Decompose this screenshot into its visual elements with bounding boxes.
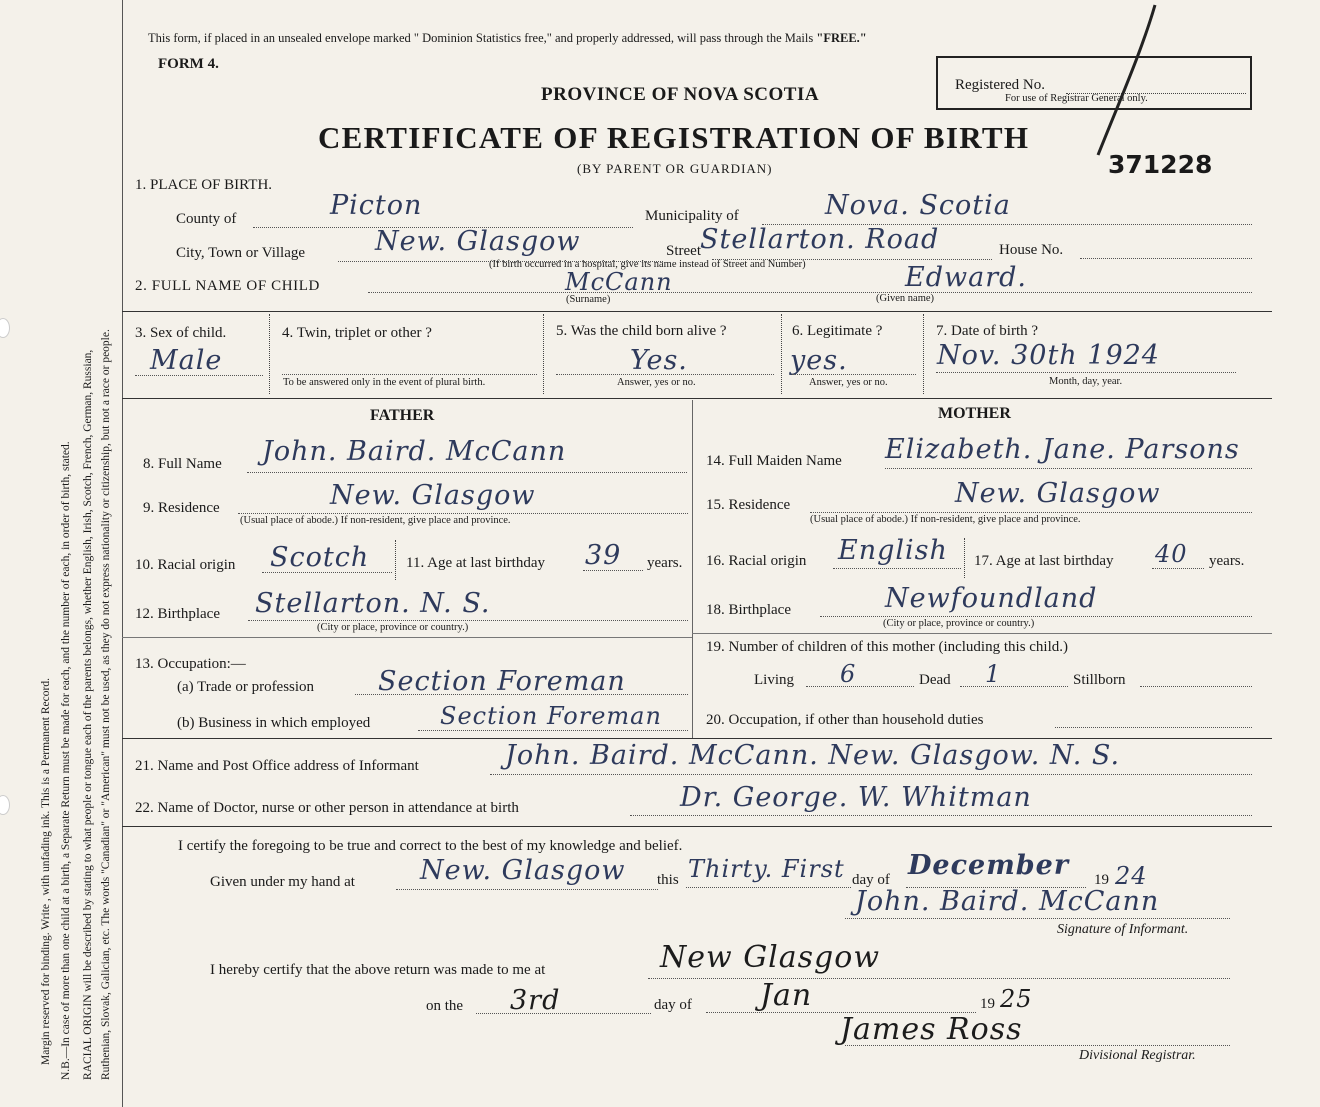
father-name-label: 8. Full Name	[143, 456, 222, 472]
stillborn-label: Stillborn	[1073, 672, 1126, 688]
binding-hole	[0, 795, 10, 815]
registrar-signature: James Ross	[840, 1012, 1023, 1047]
mother-age-label: 17. Age at last birthday	[974, 553, 1114, 569]
father-name-value: John. Baird. McCann	[262, 436, 567, 467]
year-suffix: 24	[1115, 862, 1148, 890]
mother-children-label: 19. Number of children of this mother (including this child.)	[706, 639, 1069, 655]
sex-label: 3. Sex of child.	[135, 325, 227, 341]
mother-racial-value: English	[838, 535, 948, 566]
father-business-value: Section Foreman	[440, 702, 662, 730]
father-trade-value: Section Foreman	[378, 666, 626, 697]
day-of-label: day of	[852, 872, 890, 888]
given-under-label: Given under my hand at	[210, 874, 355, 890]
informant-signature: John. Baird. McCann	[855, 886, 1160, 917]
mother-name-value: Elizabeth. Jane. Parsons	[885, 434, 1240, 465]
mother-birthplace-label: 18. Birthplace	[706, 602, 791, 618]
mother-residence-value: New. Glasgow	[955, 478, 1161, 509]
father-age-label: 11. Age at last birthday	[406, 555, 545, 571]
father-trade-label: (a) Trade or profession	[177, 679, 315, 695]
municipality-label: Municipality of	[645, 208, 739, 224]
surname-caption: (Surname)	[566, 294, 611, 305]
dead-label: Dead	[919, 672, 951, 688]
hospital-note: (If birth occurred in a hospital, give its name instead of Street and Number)	[489, 259, 806, 270]
mother-heading: MOTHER	[938, 405, 1011, 422]
mother-birthplace-note: (City or place, province or country.)	[883, 618, 1035, 629]
legitimate-label: 6. Legitimate ?	[792, 323, 883, 339]
mail-notice	[148, 31, 867, 46]
month-value: December	[908, 850, 1070, 881]
father-birthplace-label: 12. Birthplace	[135, 606, 220, 622]
county-value: Picton	[330, 190, 423, 221]
mother-birthplace-value: Newfoundland	[885, 583, 1098, 614]
mail-notice-free: "FREE."	[816, 31, 867, 45]
county-label: County of	[176, 211, 237, 227]
registrar-place-value: New Glasgow	[660, 940, 881, 975]
city-value: New. Glasgow	[375, 226, 581, 257]
street-value: Stellarton. Road	[700, 224, 940, 255]
dob-note: Month, day, year.	[1049, 376, 1123, 387]
mother-age-value: 40	[1155, 540, 1188, 568]
registrar-year-prefix: 19	[980, 996, 995, 1012]
father-heading: FATHER	[370, 407, 435, 424]
registrar-day-of-label: day of	[654, 997, 692, 1013]
this-label: this	[657, 872, 679, 888]
registrar-caption: Divisional Registrar.	[1079, 1048, 1196, 1063]
form-number: FORM 4.	[158, 56, 219, 72]
registered-no-label: Registered No.	[955, 77, 1045, 93]
registrar-year-suffix: 25	[1000, 985, 1033, 1013]
registrar-statement: I hereby certify that the above return was made to me at	[210, 962, 546, 978]
father-birthplace-value: Stellarton. N. S.	[255, 588, 491, 619]
twin-label: 4. Twin, triplet or other ?	[282, 325, 432, 341]
binding-hole	[0, 318, 10, 338]
place-of-birth-label: 1. PLACE OF BIRTH.	[135, 177, 273, 193]
mother-residence-label: 15. Residence	[706, 497, 791, 513]
dead-value: 1	[985, 660, 1002, 688]
father-racial-value: Scotch	[270, 542, 370, 573]
legitimate-value: yes.	[790, 345, 848, 376]
mother-age-unit: years.	[1209, 553, 1245, 569]
living-label: Living	[754, 672, 794, 688]
street-label: Street	[666, 243, 701, 259]
twin-note: To be answered only in the event of plural birth.	[283, 377, 486, 388]
dob-value: Nov. 30th 1924	[937, 340, 1160, 371]
father-age-value: 39	[585, 540, 622, 571]
mother-racial-label: 16. Racial origin	[706, 553, 807, 569]
registrar-check-mark	[1060, 0, 1170, 160]
father-age-unit: years.	[647, 555, 683, 571]
alive-label: 5. Was the child born alive ?	[556, 323, 727, 339]
sex-value: Male	[150, 345, 223, 376]
given-place-value: New. Glasgow	[420, 855, 626, 886]
doctor-value: Dr. George. W. Whitman	[680, 782, 1032, 813]
alive-note: Answer, yes or no.	[617, 377, 696, 388]
city-label: City, Town or Village	[176, 245, 306, 261]
father-birthplace-note: (City or place, province or country.)	[317, 622, 469, 633]
informant-label: 21. Name and Post Office address of Informant	[135, 758, 419, 774]
parents-divider	[692, 400, 693, 738]
registered-no-note: For use of Registrar General only.	[1005, 93, 1148, 104]
legitimate-note: Answer, yes or no.	[809, 377, 888, 388]
father-residence-value: New. Glasgow	[330, 480, 536, 511]
registrar-month-value: Jan	[760, 978, 813, 1013]
child-name-label: 2. FULL NAME OF CHILD	[135, 278, 320, 294]
surname-value: McCann	[565, 268, 673, 296]
informant-signature-caption: Signature of Informant.	[1057, 922, 1189, 937]
mother-residence-note: (Usual place of abode.) If non-resident, give place and province.	[810, 514, 1081, 525]
margin-note-nb: N.B.—In case of more than one child at a birth, a Separate Return must be made for each, and the number of each, in order of birth, stated.	[60, 441, 72, 1080]
day-value: Thirty. First	[688, 855, 845, 883]
mail-notice-text: This form, if placed in an unsealed envelope marked " Dominion Statistics free," and properly addressed, will pass through the Mails	[148, 31, 814, 45]
row-divider-parents	[122, 398, 1272, 399]
alive-value: Yes.	[630, 345, 688, 376]
year-prefix: 19	[1094, 872, 1109, 888]
row-divider-top	[122, 311, 1272, 312]
given-name-value: Edward.	[905, 262, 1027, 293]
margin-border	[122, 0, 123, 1107]
doctor-label: 22. Name of Doctor, nurse or other person in attendance at birth	[135, 800, 519, 816]
certification-statement: I certify the foregoing to be true and correct to the best of my knowledge and belief.	[178, 838, 683, 854]
father-residence-label: 9. Residence	[143, 500, 220, 516]
margin-note-racial-cont: Ruthenian, Slovak, Galician, etc. The words "Canadian" or "American" must not be used, as they do not express nationality or citizenship, but not a race or people.	[100, 329, 112, 1080]
province-title: PROVINCE OF NOVA SCOTIA	[541, 84, 820, 105]
mother-name-label: 14. Full Maiden Name	[706, 453, 842, 469]
margin-note-racial: RACIAL ORIGIN will be described by stating to what people or tongue each of the parents belongs, whether English, Irish, Scotch, French, German, Russian,	[82, 349, 94, 1080]
registrar-day-value: 3rd	[510, 985, 561, 1016]
father-racial-label: 10. Racial origin	[135, 557, 236, 573]
father-occupation-label: 13. Occupation:—	[135, 656, 246, 672]
margin-note-binding: Margin reserved for binding. Write , with unfading ink. This is a Permanent Record.	[40, 678, 52, 1065]
page-subtitle: (BY PARENT OR GUARDIAN)	[577, 161, 773, 176]
living-value: 6	[840, 660, 857, 688]
given-name-caption: (Given name)	[876, 293, 935, 304]
stamp-number: 371228	[1108, 150, 1213, 179]
dob-label: 7. Date of birth ?	[936, 323, 1039, 339]
mother-occupation-label: 20. Occupation, if other than household duties	[706, 712, 984, 728]
page-title: CERTIFICATE OF REGISTRATION OF BIRTH	[318, 120, 1030, 155]
father-business-label: (b) Business in which employed	[177, 715, 371, 731]
father-residence-note: (Usual place of abode.) If non-resident, give place and province.	[240, 515, 511, 526]
informant-value: John. Baird. McCann. New. Glasgow. N. S.	[505, 740, 1121, 771]
on-the-label: on the	[426, 998, 464, 1014]
municipality-value: Nova. Scotia	[825, 190, 1011, 221]
house-no-label: House No.	[999, 242, 1064, 258]
